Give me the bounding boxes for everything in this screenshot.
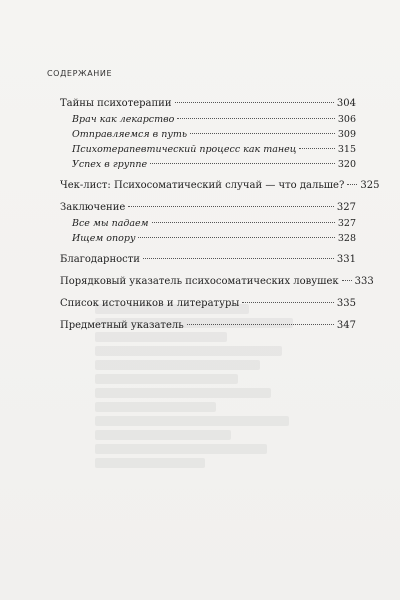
toc-entry: [60, 274, 374, 290]
toc-entry-title: Чек-лист: Психосоматический случай — что дальше?: [60, 180, 345, 191]
toc-subentry: [60, 127, 356, 142]
toc-subentry: [60, 231, 356, 246]
section-heading: СОДЕРЖАНИЕ: [47, 69, 113, 78]
leader-dots: [152, 222, 335, 223]
leader-dots: [150, 163, 335, 164]
toc-page-number: 335: [336, 298, 356, 309]
toc-entry-title: Предметный указатель: [60, 320, 184, 331]
toc-subentry: [60, 216, 356, 231]
bleed-through-text: [95, 300, 315, 600]
toc-page-number: 333: [354, 276, 374, 287]
leader-dots: [187, 324, 334, 325]
toc-entry-title: Ищем опору: [72, 233, 136, 244]
toc-entry-title: Порядковый указатель психосоматических ловушек: [60, 276, 339, 287]
leader-dots: [128, 206, 334, 207]
toc-entry: [60, 96, 356, 112]
toc-entry-title: Отправляемся в путь: [72, 129, 188, 140]
toc-page-number: 327: [336, 202, 356, 213]
toc-page-number: 309: [337, 129, 356, 140]
table-of-contents: [60, 96, 380, 334]
toc-entry-title: Врач как лекарство: [72, 114, 175, 125]
leader-dots: [143, 258, 334, 259]
toc-entry-title: Заключение: [60, 202, 126, 213]
leader-dots: [299, 148, 334, 149]
leader-dots: [342, 280, 352, 281]
leader-dots: [177, 118, 335, 119]
leader-dots: [138, 237, 334, 238]
toc-page-number: 331: [336, 254, 356, 265]
toc-entry-title: Психотерапевтический процесс как танец: [72, 144, 297, 155]
toc-page-number: 306: [337, 114, 356, 125]
toc-subentry: [60, 112, 356, 127]
toc-page-number: 315: [337, 144, 356, 155]
toc-page-number: 325: [360, 180, 380, 191]
toc-entry-title: Успех в группе: [72, 159, 148, 170]
toc-entry: [60, 200, 356, 216]
toc-entry: [60, 318, 356, 334]
toc-entry: [60, 178, 380, 194]
toc-subentry: [60, 157, 356, 172]
toc-entry-title: Благодарности: [60, 254, 140, 265]
toc-entry-title: Список источников и литературы: [60, 298, 240, 309]
toc-subentry: [60, 142, 356, 157]
toc-entry-title: Тайны психотерапии: [60, 98, 172, 109]
toc-page-number: 347: [336, 320, 356, 331]
leader-dots: [175, 102, 334, 103]
toc-page-number: 328: [337, 233, 356, 244]
toc-page-number: 320: [337, 159, 356, 170]
toc-entry: [60, 252, 356, 268]
toc-entry: [60, 296, 356, 312]
leader-dots: [190, 133, 335, 134]
toc-entry-title: Все мы падаем: [72, 218, 149, 229]
leader-dots: [242, 302, 334, 303]
leader-dots: [347, 184, 357, 185]
toc-page-number: 327: [337, 218, 356, 229]
toc-page-number: 304: [336, 98, 356, 109]
